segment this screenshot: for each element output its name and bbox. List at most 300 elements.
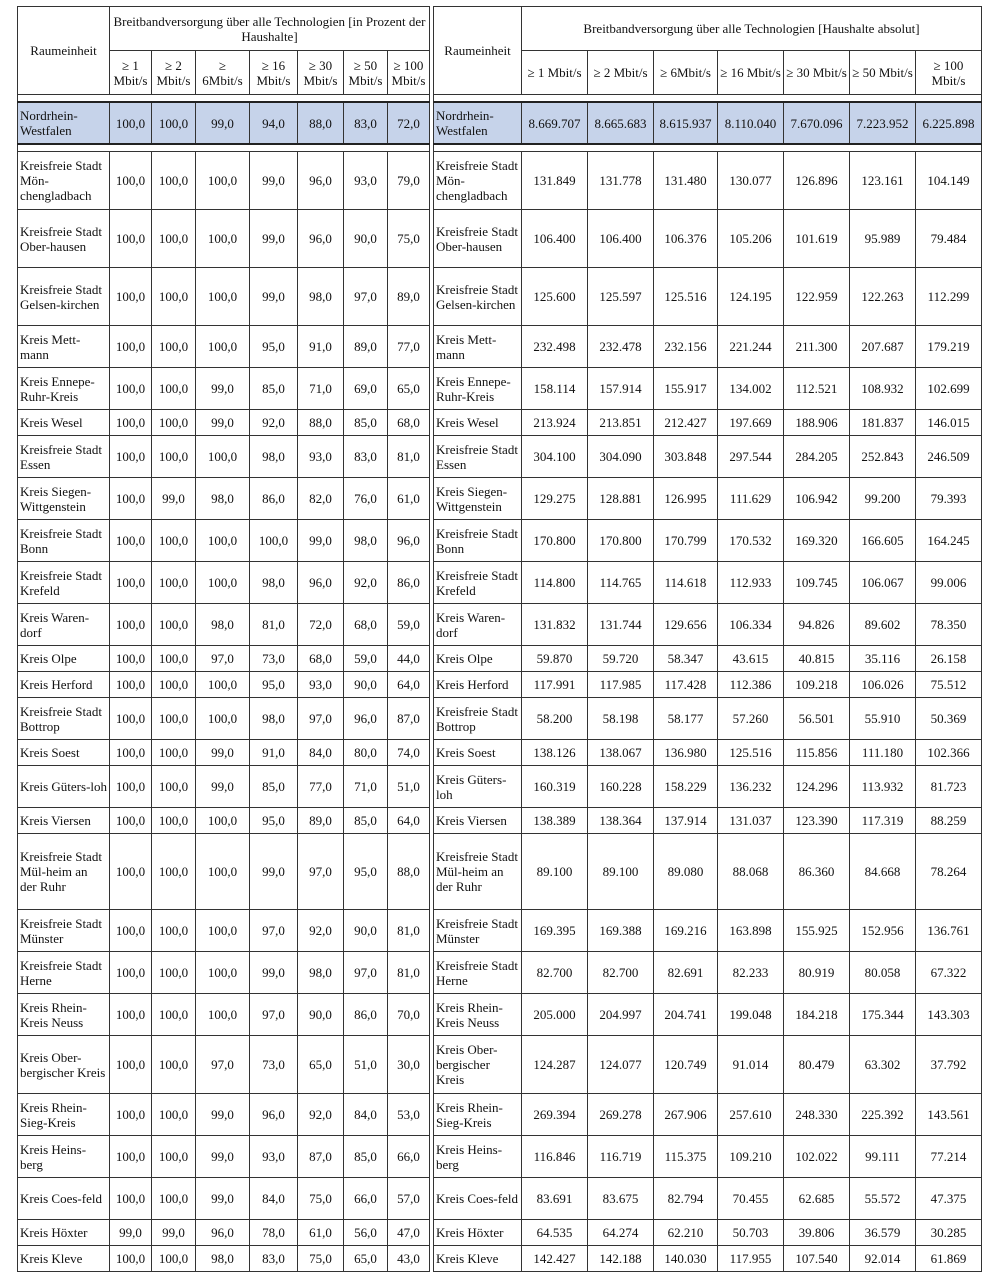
percent-value: 100,0: [110, 102, 152, 144]
table-row: [18, 834, 982, 910]
absolute-value: 184.218: [784, 994, 850, 1036]
percent-value: 97,0: [344, 952, 388, 994]
absolute-value: 297.544: [718, 436, 784, 478]
region-name: Kreis Coes-feld: [18, 1178, 110, 1220]
percent-value: 100,0: [110, 672, 152, 698]
absolute-value: 123.390: [784, 808, 850, 834]
percent-value: 95,0: [250, 672, 298, 698]
absolute-value: 138.364: [588, 808, 654, 834]
percent-value: 99,0: [196, 1094, 250, 1136]
percent-value: 100,0: [196, 994, 250, 1036]
region-name: Kreisfreie Stadt Krefeld: [434, 562, 522, 604]
table-row: [18, 1094, 982, 1136]
region-name: Kreisfreie Stadt Münster: [434, 910, 522, 952]
absolute-value: 109.210: [718, 1136, 784, 1178]
percent-value: 100,0: [196, 952, 250, 994]
percent-value: 100,0: [152, 1246, 196, 1272]
absolute-value: 212.427: [654, 410, 718, 436]
absolute-value: 57.260: [718, 698, 784, 740]
absolute-value: 75.512: [916, 672, 982, 698]
absolute-value: 146.015: [916, 410, 982, 436]
percent-value: 30,0: [388, 1036, 430, 1094]
absolute-value: 143.303: [916, 994, 982, 1036]
absolute-value: 117.428: [654, 672, 718, 698]
percent-value: 98,0: [250, 562, 298, 604]
percent-value: 99,0: [152, 478, 196, 520]
region-name: Kreisfreie Stadt Bonn: [18, 520, 110, 562]
absolute-value: 78.264: [916, 834, 982, 910]
table-row: [18, 766, 982, 808]
percent-value: 99,0: [250, 834, 298, 910]
percent-value: 64,0: [388, 808, 430, 834]
absolute-value: 106.067: [850, 562, 916, 604]
table-row: [18, 520, 982, 562]
percent-value: 100,0: [110, 1036, 152, 1094]
percent-value: 77,0: [298, 766, 344, 808]
percent-value: 98,0: [196, 478, 250, 520]
region-name: Kreisfreie Stadt Mül-heim an der Ruhr: [18, 834, 110, 910]
percent-value: 81,0: [250, 604, 298, 646]
percent-value: 100,0: [196, 910, 250, 952]
percent-value: 65,0: [344, 1246, 388, 1272]
absolute-value: 114.800: [522, 562, 588, 604]
percent-value: 59,0: [344, 646, 388, 672]
percent-value: 92,0: [298, 1094, 344, 1136]
percent-value: 100,0: [196, 520, 250, 562]
absolute-value: 117.985: [588, 672, 654, 698]
percent-value: 56,0: [344, 1220, 388, 1246]
percent-value: 72,0: [388, 102, 430, 144]
percent-value: 83,0: [344, 436, 388, 478]
percent-value: 76,0: [344, 478, 388, 520]
absolute-value: 213.851: [588, 410, 654, 436]
percent-value: 96,0: [388, 520, 430, 562]
absolute-value: 117.319: [850, 808, 916, 834]
table-row: [18, 436, 982, 478]
absolute-column-header: ≥ 2 Mbit/s: [588, 51, 654, 95]
region-header-left: Raumeinheit: [18, 7, 110, 95]
percent-value: 85,0: [344, 410, 388, 436]
percent-value: 100,0: [110, 698, 152, 740]
absolute-value: 248.330: [784, 1094, 850, 1136]
percent-value: 99,0: [196, 1136, 250, 1178]
absolute-value: 6.225.898: [916, 102, 982, 144]
absolute-value: 169.216: [654, 910, 718, 952]
absolute-value: 89.100: [588, 834, 654, 910]
absolute-value: 36.579: [850, 1220, 916, 1246]
absolute-value: 124.077: [588, 1036, 654, 1094]
region-name: Kreis Mett-mann: [434, 326, 522, 368]
absolute-value: 55.572: [850, 1178, 916, 1220]
broadband-coverage-table: [17, 6, 982, 1272]
absolute-value: 70.455: [718, 1178, 784, 1220]
percent-value: 99,0: [110, 1220, 152, 1246]
percent-value: 100,0: [152, 604, 196, 646]
percent-value: 100,0: [152, 1036, 196, 1094]
absolute-value: 188.906: [784, 410, 850, 436]
absolute-value: 80.479: [784, 1036, 850, 1094]
region-name: Kreis Herford: [18, 672, 110, 698]
absolute-value: 122.263: [850, 268, 916, 326]
absolute-value: 123.161: [850, 152, 916, 210]
absolute-value: 95.989: [850, 210, 916, 268]
region-name: Kreis Kleve: [434, 1246, 522, 1272]
percent-value: 98,0: [196, 604, 250, 646]
absolute-value: 35.116: [850, 646, 916, 672]
percent-value: 100,0: [152, 766, 196, 808]
percent-value: 89,0: [298, 808, 344, 834]
absolute-value: 125.600: [522, 268, 588, 326]
absolute-value: 120.749: [654, 1036, 718, 1094]
percent-value: 100,0: [152, 808, 196, 834]
percent-value: 85,0: [344, 808, 388, 834]
table-row: [18, 368, 982, 410]
percent-value: 89,0: [388, 268, 430, 326]
absolute-value: 160.319: [522, 766, 588, 808]
percent-value: 99,0: [196, 410, 250, 436]
absolute-value: 197.669: [718, 410, 784, 436]
absolute-value: 143.561: [916, 1094, 982, 1136]
table-row: [18, 740, 982, 766]
absolute-value: 112.386: [718, 672, 784, 698]
absolute-value: 80.058: [850, 952, 916, 994]
percent-column-header: ≥ 16 Mbit/s: [250, 51, 298, 95]
percent-value: 98,0: [250, 698, 298, 740]
percent-value: 99,0: [250, 210, 298, 268]
absolute-value: 30.285: [916, 1220, 982, 1246]
percent-value: 66,0: [388, 1136, 430, 1178]
region-name: Kreis Olpe: [434, 646, 522, 672]
absolute-value: 252.843: [850, 436, 916, 478]
percent-value: 92,0: [298, 910, 344, 952]
table-row: [18, 268, 982, 326]
percent-value: 98,0: [298, 952, 344, 994]
percent-value: 100,0: [110, 210, 152, 268]
absolute-value: 124.296: [784, 766, 850, 808]
absolute-value: 142.188: [588, 1246, 654, 1272]
percent-value: 100,0: [110, 994, 152, 1036]
percent-value: 95,0: [344, 834, 388, 910]
percent-value: 100,0: [152, 102, 196, 144]
absolute-value: 155.925: [784, 910, 850, 952]
percent-value: 61,0: [388, 478, 430, 520]
percent-value: 100,0: [110, 604, 152, 646]
percent-value: 100,0: [152, 210, 196, 268]
percent-value: 100,0: [110, 952, 152, 994]
absolute-value: 166.605: [850, 520, 916, 562]
absolute-value: 92.014: [850, 1246, 916, 1272]
absolute-value: 225.392: [850, 1094, 916, 1136]
percent-value: 95,0: [250, 808, 298, 834]
absolute-value: 304.090: [588, 436, 654, 478]
absolute-value: 136.232: [718, 766, 784, 808]
region-name: Kreisfreie Stadt Gelsen-kirchen: [18, 268, 110, 326]
absolute-value: 269.278: [588, 1094, 654, 1136]
percent-value: 98,0: [196, 1246, 250, 1272]
percent-value: 100,0: [152, 268, 196, 326]
table-row: [18, 646, 982, 672]
table-row: [18, 1178, 982, 1220]
absolute-value: 43.615: [718, 646, 784, 672]
percent-value: 93,0: [298, 672, 344, 698]
absolute-value: 169.388: [588, 910, 654, 952]
absolute-value: 8.665.683: [588, 102, 654, 144]
percent-value: 88,0: [388, 834, 430, 910]
absolute-value: 163.898: [718, 910, 784, 952]
total-row: [18, 102, 982, 144]
absolute-value: 112.521: [784, 368, 850, 410]
absolute-value: 116.719: [588, 1136, 654, 1178]
percent-value: 100,0: [110, 910, 152, 952]
absolute-column-header: ≥ 16 Mbit/s: [718, 51, 784, 95]
percent-value: 70,0: [388, 994, 430, 1036]
percent-value: 96,0: [250, 1094, 298, 1136]
percent-value: 100,0: [152, 326, 196, 368]
absolute-value: 124.195: [718, 268, 784, 326]
region-name: Kreisfreie Stadt Herne: [434, 952, 522, 994]
absolute-value: 169.320: [784, 520, 850, 562]
region-name: Kreisfreie Stadt Ober-hausen: [18, 210, 110, 268]
region-name: Kreis Ober-bergischer Kreis: [18, 1036, 110, 1094]
region-name: Kreis Kleve: [18, 1246, 110, 1272]
percent-column-header: ≥ 50 Mbit/s: [344, 51, 388, 95]
absolute-value: 59.870: [522, 646, 588, 672]
table-row: [18, 910, 982, 952]
region-name: Kreis Güters-loh: [18, 766, 110, 808]
absolute-value: 56.501: [784, 698, 850, 740]
region-name: Kreis Herford: [434, 672, 522, 698]
percent-value: 47,0: [388, 1220, 430, 1246]
absolute-value: 108.932: [850, 368, 916, 410]
absolute-value: 113.932: [850, 766, 916, 808]
percent-value: 99,0: [298, 520, 344, 562]
percent-value: 100,0: [152, 910, 196, 952]
absolute-value: 152.956: [850, 910, 916, 952]
percent-value: 81,0: [388, 436, 430, 478]
absolute-value: 125.516: [654, 268, 718, 326]
absolute-column-header: ≥ 6Mbit/s: [654, 51, 718, 95]
table-row: [18, 152, 982, 210]
absolute-value: 63.302: [850, 1036, 916, 1094]
absolute-value: 169.395: [522, 910, 588, 952]
absolute-value: 79.393: [916, 478, 982, 520]
percent-value: 99,0: [250, 268, 298, 326]
percent-value: 100,0: [196, 698, 250, 740]
table-row: [18, 952, 982, 994]
absolute-value: 267.906: [654, 1094, 718, 1136]
absolute-value: 170.799: [654, 520, 718, 562]
absolute-column-header: ≥ 1 Mbit/s: [522, 51, 588, 95]
percent-value: 100,0: [110, 646, 152, 672]
percent-value: 89,0: [344, 326, 388, 368]
percent-value: 97,0: [344, 268, 388, 326]
percent-value: 91,0: [250, 740, 298, 766]
absolute-value: 131.744: [588, 604, 654, 646]
percent-value: 68,0: [298, 646, 344, 672]
region-name: Kreis Siegen-Wittgenstein: [434, 478, 522, 520]
absolute-value: 269.394: [522, 1094, 588, 1136]
region-name: Kreis Coes-feld: [434, 1178, 522, 1220]
absolute-value: 91.014: [718, 1036, 784, 1094]
percent-value: 96,0: [298, 562, 344, 604]
percent-value: 92,0: [250, 410, 298, 436]
region-name: Kreis Soest: [18, 740, 110, 766]
absolute-value: 64.274: [588, 1220, 654, 1246]
absolute-value: 109.218: [784, 672, 850, 698]
percent-value: 75,0: [298, 1178, 344, 1220]
percent-value: 85,0: [344, 1136, 388, 1178]
percent-value: 100,0: [196, 210, 250, 268]
absolute-value: 138.126: [522, 740, 588, 766]
absolute-group-header: Breitbandversorgung über alle Technologien [Haushalte absolut]: [522, 7, 982, 51]
table-row: [18, 1220, 982, 1246]
percent-value: 68,0: [344, 604, 388, 646]
percent-value: 99,0: [152, 1220, 196, 1246]
absolute-value: 136.761: [916, 910, 982, 952]
region-name: Kreis Ober-bergischer Kreis: [434, 1036, 522, 1094]
percent-value: 51,0: [344, 1036, 388, 1094]
absolute-value: 61.869: [916, 1246, 982, 1272]
absolute-value: 79.484: [916, 210, 982, 268]
percent-value: 99,0: [196, 102, 250, 144]
absolute-value: 78.350: [916, 604, 982, 646]
percent-value: 100,0: [196, 562, 250, 604]
absolute-value: 89.080: [654, 834, 718, 910]
absolute-value: 106.942: [784, 478, 850, 520]
percent-value: 59,0: [388, 604, 430, 646]
percent-value: 79,0: [388, 152, 430, 210]
percent-value: 99,0: [196, 766, 250, 808]
absolute-value: 131.778: [588, 152, 654, 210]
percent-value: 87,0: [388, 698, 430, 740]
percent-value: 90,0: [298, 994, 344, 1036]
absolute-value: 131.480: [654, 152, 718, 210]
table-row: [18, 210, 982, 268]
absolute-value: 58.177: [654, 698, 718, 740]
percent-value: 100,0: [110, 410, 152, 436]
table-row: [18, 562, 982, 604]
absolute-value: 62.685: [784, 1178, 850, 1220]
absolute-value: 175.344: [850, 994, 916, 1036]
percent-value: 97,0: [196, 646, 250, 672]
percent-value: 100,0: [152, 410, 196, 436]
percent-value: 81,0: [388, 952, 430, 994]
absolute-value: 99.006: [916, 562, 982, 604]
percent-value: 75,0: [298, 1246, 344, 1272]
percent-value: 86,0: [344, 994, 388, 1036]
absolute-value: 131.849: [522, 152, 588, 210]
absolute-value: 89.100: [522, 834, 588, 910]
absolute-value: 213.924: [522, 410, 588, 436]
percent-value: 98,0: [298, 268, 344, 326]
percent-value: 72,0: [298, 604, 344, 646]
region-name: Kreis Waren-dorf: [18, 604, 110, 646]
absolute-value: 126.995: [654, 478, 718, 520]
percent-value: 81,0: [388, 910, 430, 952]
percent-value: 98,0: [344, 520, 388, 562]
percent-value: 96,0: [298, 210, 344, 268]
percent-value: 64,0: [388, 672, 430, 698]
absolute-value: 155.917: [654, 368, 718, 410]
region-name: Kreisfreie Stadt Krefeld: [18, 562, 110, 604]
absolute-value: 122.959: [784, 268, 850, 326]
table-row: [18, 698, 982, 740]
absolute-value: 82.691: [654, 952, 718, 994]
percent-value: 100,0: [152, 368, 196, 410]
percent-value: 100,0: [152, 152, 196, 210]
absolute-value: 134.002: [718, 368, 784, 410]
absolute-value: 125.597: [588, 268, 654, 326]
absolute-value: 62.210: [654, 1220, 718, 1246]
percent-value: 100,0: [110, 834, 152, 910]
absolute-value: 88.068: [718, 834, 784, 910]
absolute-value: 8.669.707: [522, 102, 588, 144]
absolute-value: 136.980: [654, 740, 718, 766]
absolute-value: 114.765: [588, 562, 654, 604]
absolute-value: 82.700: [588, 952, 654, 994]
table-row: [18, 1136, 982, 1178]
percent-value: 73,0: [250, 646, 298, 672]
percent-value: 83,0: [250, 1246, 298, 1272]
absolute-value: 99.111: [850, 1136, 916, 1178]
region-name: Kreis Viersen: [18, 808, 110, 834]
absolute-value: 232.156: [654, 326, 718, 368]
percent-value: 97,0: [298, 834, 344, 910]
percent-column-header: ≥ 100 Mbit/s: [388, 51, 430, 95]
absolute-value: 284.205: [784, 436, 850, 478]
percent-value: 100,0: [152, 1136, 196, 1178]
percent-value: 57,0: [388, 1178, 430, 1220]
absolute-value: 83.691: [522, 1178, 588, 1220]
percent-value: 74,0: [388, 740, 430, 766]
percent-value: 100,0: [152, 562, 196, 604]
region-name: Kreis Höxter: [434, 1220, 522, 1246]
percent-value: 84,0: [344, 1094, 388, 1136]
percent-value: 99,0: [196, 368, 250, 410]
absolute-value: 84.668: [850, 834, 916, 910]
absolute-value: 7.223.952: [850, 102, 916, 144]
percent-value: 65,0: [298, 1036, 344, 1094]
percent-value: 100,0: [152, 436, 196, 478]
table-row: [18, 478, 982, 520]
percent-value: 97,0: [250, 994, 298, 1036]
region-name: Kreis Wesel: [434, 410, 522, 436]
region-name: Kreisfreie Stadt Mön-chengladbach: [18, 152, 110, 210]
absolute-value: 82.794: [654, 1178, 718, 1220]
absolute-column-header: ≥ 50 Mbit/s: [850, 51, 916, 95]
percent-value: 69,0: [344, 368, 388, 410]
region-name: Kreis Rhein-Kreis Neuss: [434, 994, 522, 1036]
absolute-value: 199.048: [718, 994, 784, 1036]
percent-value: 100,0: [196, 672, 250, 698]
absolute-value: 112.933: [718, 562, 784, 604]
absolute-value: 88.259: [916, 808, 982, 834]
percent-value: 100,0: [110, 152, 152, 210]
absolute-value: 304.100: [522, 436, 588, 478]
absolute-value: 55.910: [850, 698, 916, 740]
absolute-value: 82.233: [718, 952, 784, 994]
percent-value: 77,0: [388, 326, 430, 368]
absolute-value: 257.610: [718, 1094, 784, 1136]
broadband-table-document: [17, 6, 982, 1272]
percent-value: 100,0: [110, 520, 152, 562]
percent-value: 100,0: [196, 152, 250, 210]
absolute-value: 59.720: [588, 646, 654, 672]
region-name: Kreisfreie Stadt Gelsen-kirchen: [434, 268, 522, 326]
absolute-value: 303.848: [654, 436, 718, 478]
region-name: Nordrhein-Westfalen: [18, 102, 110, 144]
percent-value: 80,0: [344, 740, 388, 766]
